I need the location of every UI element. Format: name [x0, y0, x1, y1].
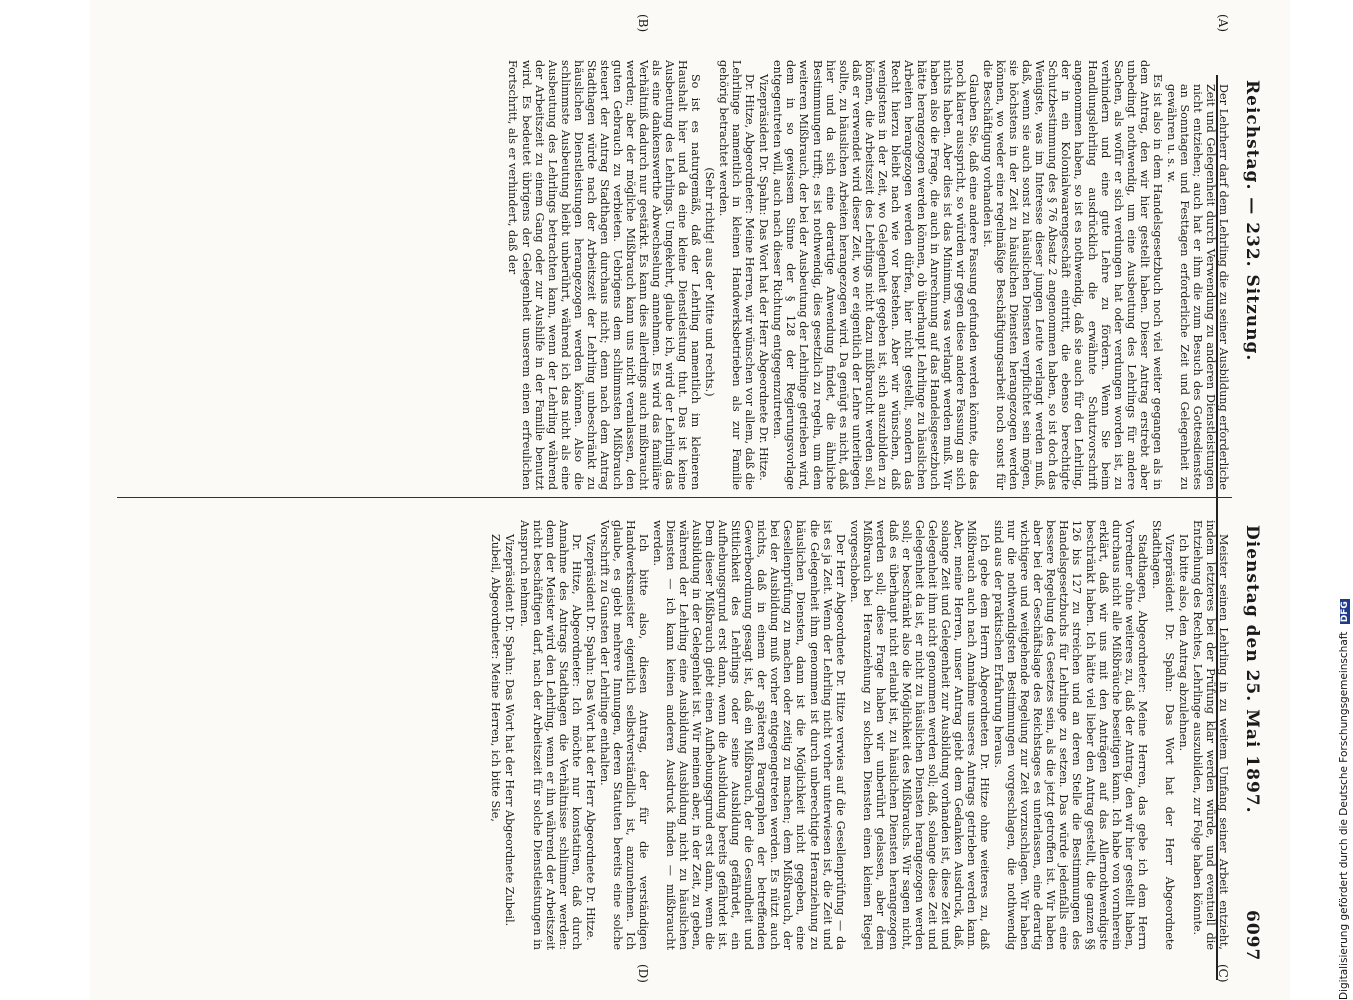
document-page — [90, 0, 1290, 1000]
paragraph: Ich bitte also, den Antrag abzulehnen. — [1176, 534, 1190, 752]
paragraph: Vizepräsident Dr. Spahn: Das Wort hat der Herr Abgeordnete Stadthagen. — [1149, 520, 1176, 950]
paragraph: Es ist also in dem Handelsgesetzbuch noch viel weiter gegangen als in dem Antrag, den wir hier gestellt haben. Dieser Antrag erstrebt aber unbedingt nothwendig, um eine Ausbeutung des Lehrlings für andere Sachen, als wofür er sich verdungen hat oder verdungen worden ist, zu verhindern und eine gute Lehre zu fördern. Wenn Sie beim Handlungslehrling ausdrücklich die erwähnte Schutzvorschrift angenommen haben, so ist es nothwendig, daß sie auch für den Lehrling, der in ein Kolonialwaarengeschäft eintritt, die ebenso berechtigte Schutzbestimmung des § 76 Absatz 2 angenommen haben, so ist doch das Wenigste, was im Interesse dieser jungen Leute verlangt werden muß, daß, wenn sie auch sonst zu häuslichen Diensten verpflichtet sein mögen, sie höchstens in der Zeit zu häuslichen Diensten herangezogen werden können, wo weder eine regelmäßige Beschäftigungsarbeit noch sonst für die Beschäftigung vorhanden ist. — [981, 60, 1164, 490]
paragraph: Dr. Hitze, Abgeordneter: Ich möchte nur konstatiren, daß durch Annahme des Antrags Stadthagen die Verhältnisse schlimmer werden: denn der Meister wird den Lehrling, wenn er ihn während der Arbeitszeit nicht beschäftigen darf, nach der Arbeitszeit für solche Dienstleistungen in Anspruch nehmen. — [517, 520, 583, 950]
paragraph: Der Herr Abgeordnete Dr. Hitze verwies auf die Gesellenprüfung — da ist es ja Zeit. Wenn der Lehrling nicht vorher unterwiesen ist, die Zeit und die Gelegenheit ihm genommen ist durch unberechtigte Heranziehung zu häuslichen Diensten, dann ist die Möglichkeit nicht gegeben, eine Gesellenprüfung zu machen oder zeitig zu machen; dem Mißbrauch, der bei der Ausbildung muß vorher entgegengetreten werden. Es nützt auch nichts, daß in einem der späteren Paragraphen der betreffenden Gewerbeordnung gesagt ist, daß ein Mißbrauch, der die Gesundheit und Sittlichkeit des Lehrlings oder seine Ausbildung gefährdet, ein Aufhebungsgrund erst dann, wenn die Ausbildung bereits gefährdet ist. Dem dieser Mißbrauch giebt einen Aufhebungsgrund erst dann, wenn die Ausbildung in der Gelegenheit ist. Wir meinen aber, in der Zeit, zu geben, während der Lehrling eine Ausbildung Ausbildung nicht zu häuslichen Diensten — ich kann keinen anderen Ausdruck finden — mißbraucht werden. — [650, 520, 847, 950]
paragraph: Der Lehrherr darf dem Lehrling die zu seiner Ausbildung erforderliche Zeit und Gelegenheit durch Verwendung zu anderen Dienstleistungen nicht entziehen; auch hat er ihm die zum Besuch des Gottesdienstes an Sonntagen und Festtagen erforderliche Zeit und Gelegenheit zu gewähren u. s. w. — [1164, 84, 1230, 490]
dfg-logo: DFG — [1340, 601, 1350, 623]
paragraph: Glauben Sie, daß eine andere Fassung gefunden werden könnte, die das noch klarer ausspricht, so würden wir gegen diese andere Fassung an sich nichts haben. Aber dies ist das Minimum, was verlangt werden muß. Wir haben also die Frage, die auch in Anrechnung auf das Handelsgesetzbuch hätte herangezogen werden können, ob überhaupt Lehrlinge zu häuslichen Arbeiten herangezogen werden dürfen, hier nicht gestellt, sondern das Recht hierzu bleibt nach wie vor bestehen. Aber wir wünschen, daß wenigstens in der Zeit, wo Gelegenheit gegeben ist, sich auszubilden zu können, die Arbeitszeit des Lehrlings nicht dazu mißbraucht werden soll, daß er verwendet wird dieser Zeit, wo er eigentlich der Lehre unterliegen sollte, zu häuslichen Arbeiten herangezogen wird. Da genügt es nicht, daß hier und da sich eine derartige Anwendung findet, die ähnliche Bestimmungen trifft; es ist nothwendig, dies gesetzlich zu regeln, um dem weiteren Mißbrauch, der bei der Ausbeutung der Lehrlinge getrieben wird, dem in so gewissem Sinne der § 128 der Regierungsvorlage entgegentreten will, auch nach dieser Richtung entgegenzutreten. — [771, 60, 981, 490]
marker-c: (C) — [1216, 964, 1230, 983]
paragraph: Dr. Hitze, Abgeordneter: Meine Herren, wir wünschen vor allem, daß die Lehrlinge namentlich in kleinen Handwerksbetrieben als zur Familie gehörig betrachtet werden. — [717, 60, 757, 490]
column-left — [505, 60, 1230, 490]
paragraph: Zubeil, Abgeordneter: Meine Herren, ich bitte Sie, — [489, 534, 503, 822]
paragraph: Stadthagen, Abgeordneter: Meine Herren, das gebe ich dem Herrn Vorredner ohne weiteres zu, daß der Antrag, den wir hier gestellt haben, durchaus nicht alle Mißbräuche beseitigen kann. Ich habe von vornherein erklärt, daß wir uns mit den Anträgen auf das Allernothwendigste beschränkt haben. Ich hätte viel lieber den Antrag gestellt, die ganzen §§ 126 bis 127 zu streichen und an deren Stelle die Bestimmungen des Handelsgesetzbuchs für Lehrlinge zu setzen. Das würde jedenfalls eine bessere Regelung des Gesetzes sein, als die jetzt getroffen ist. Wir haben aber bei der Geschäftslage des Reichstages es unterlassen, eine derartig wichtigere und weitgehende Regelung zur Zeit vorzuschlagen. Wir haben nur die nothwendigsten Bestimmungen vorgeschlagen, die nothwendig sind aus der praktischen Erfahrung heraus. — [992, 520, 1149, 950]
digitization-credit — [1338, 599, 1350, 1000]
header-left: Reichstag. — 232. Sitzung. — [1242, 80, 1262, 362]
paragraph: Ich gebe dem Herrn Abgeordneten Dr. Hitze ohne weiteres zu, daß Mißbrauch auch nach Annahme unseres Antrags getrieben werden kann. Aber, meine Herren, unser Antrag giebt dem Gedanken Ausdruck, daß, solange Zeit und Gelegenheit zur Ausbildung vorhanden ist, diese Zeit und Gelegenheit ihm nicht genommen werden soll; daß, solange diese Zeit und Gelegenheit da ist, er nicht zu häuslichen Diensten herangezogen werden soll; er beschränkt also die Möglichkeit des Mißbrauchs. Wir sagen nicht, daß es überhaupt nicht erlaubt ist, zu häuslichen Diensten herangezogen werden soll; diese Frage haben wir unberührt gelassen, aber dem Mißbrauch bei Heranziehung zu solchen Diensten einen kleinen Riegel vorgeschoben. — [847, 520, 992, 950]
paragraph: Ich bitte also, diesen Antrag, der für die verständigen Handwerksmeister eigentlich selbstverständlich ist, anzunehmen. Ich glaube, es giebt mehrere Innungen, deren Statuten bereits eine solche Vorschrift zu Gunsten der Lehrlinge enthalten. — [597, 520, 650, 950]
paragraph: Vizepräsident Dr. Spahn: Das Wort hat der Herr Abgeordnete Dr. Hitze. — [757, 74, 771, 481]
paragraph: (Sehr richtig! aus der Mitte und rechts.) — [703, 167, 717, 397]
paragraph: Vizepräsident Dr. Spahn: Das Wort hat der Herr Abgeordnete Zubeil. — [503, 534, 517, 927]
marker-b: (B) — [636, 14, 650, 33]
credit-text: Digitalisierung gefördert durch die Deutsche Forschungsgemeinschaft — [1338, 631, 1350, 1000]
paragraph: Meister seinen Lehrling in zu weitem Umfang seiner Arbeit entzieht, indem letzteres bei der Prüfung klar werden würde, und eventuell die Entziehung des Rechtes, Lehrlinge auszubilden, zur Folge haben könnte. — [1190, 520, 1230, 950]
column-right — [488, 520, 1230, 950]
paragraph: Vizepräsident Dr. Spahn: Das Wort hat der Herr Abgeordnete Dr. Hitze. — [583, 534, 597, 941]
page-number: 6097 — [1242, 910, 1262, 962]
header-right: Dienstag den 25. Mai 1897. — [1242, 525, 1262, 814]
marker-d: (D) — [636, 964, 650, 983]
column-divider — [117, 497, 1232, 498]
page-header — [1236, 20, 1266, 980]
paragraph: So ist es naturgemäß, daß der Lehrling namentlich im kleineren Haushalt hier und da eine kleine Dienstleistung thut. Das ist keine Ausbeutung des Lehrlings. Umgekehrt, glaube ich, wird der Lehrling das als eine dankenswerthe Abwechselung annehmen. Es wird das familiäre Verhältniß dadurch nur gestärkt. Es kann dies allerdings auch mißbraucht werden; aber der mögliche Mißbrauch kann uns nicht veranlassen, den guten Gebrauch zu verbieten. Uebrigens dem schlimmsten Mißbrauch steuert der Antrag Stadthagen durchaus nicht; denn nach dem Antrag Stadthagen würde nach der Arbeitszeit der Lehrling unbeschränkt zu häuslichen Dienstleistungen herangezogen werden können. Also die schlimmste Ausbeutung bleibt unberührt, während ich das nicht als eine Ausbeutung des Lehrlings betrachten kann, wenn der Lehrling während der Arbeitszeit zu einem Gang oder zur Aushilfe in der Familie benutzt wird. Es bedeutet übrigens der Gelegenheit unserem einen erfreulichen Fortschritt, als er verhindert, daß der — [506, 60, 703, 490]
marker-a: (A) — [1216, 14, 1230, 33]
